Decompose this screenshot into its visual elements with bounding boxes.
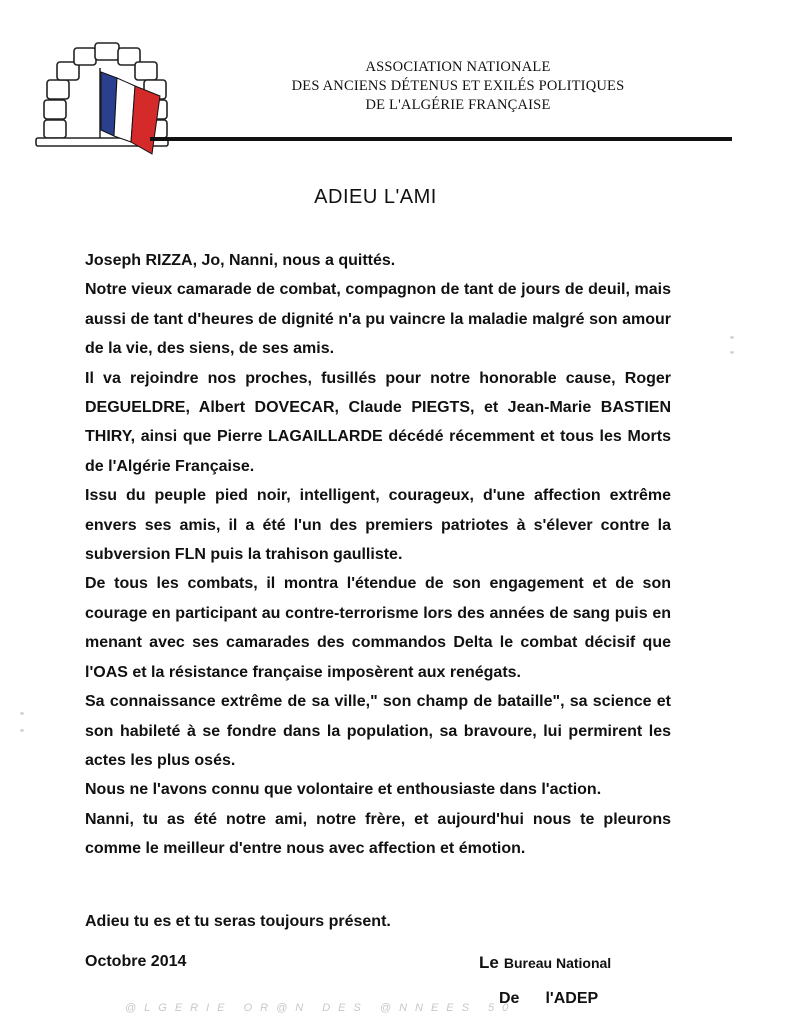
letter-date: Octobre 2014: [85, 953, 187, 970]
header-line-3: DE L'ALGÉRIE FRANÇAISE: [365, 97, 551, 113]
page-title: ADIEU L'AMI: [314, 186, 437, 208]
scan-speck: ’’: [20, 728, 24, 738]
scan-speck: ’’: [730, 335, 734, 345]
scan-speck: ’’: [20, 711, 24, 721]
paragraph: Nanni, tu as été notre ami, notre frère, et aujourd'hui nous te pleurons comme le meilleur d'entre nous avec affection et émotion.: [85, 810, 671, 858]
paragraph: Joseph RIZZA, Jo, Nanni, nous a quittés.: [85, 252, 396, 269]
scan-speck: ’’: [730, 350, 734, 360]
signature-line-1: [479, 953, 611, 973]
paragraph: Il va rejoindre nos proches, fusillés pour notre honorable cause, Roger DEGUELDRE, Albert DOVECAR, Claude PIEGTS, et Jean-Marie BASTIEN THIRY, ainsi que Pierre LAGAILLARDE décédé récemment et tous les Morts de l'Algérie Française.: [85, 369, 671, 475]
paragraph: De tous les combats, il montra l'étendue de son engagement et de son courage en participant au contre-terrorisme lors des années de sang puis en menant avec ses camarades des commandos Delta le combat décisif que l'OAS et la résistance française imposèrent aux renégats.: [85, 575, 671, 681]
header-line-2: DES ANCIENS DÉTENUS ET EXILÉS POLITIQUES: [291, 78, 625, 94]
footer-watermark: @LGERIE OR@N DES @NNEES 50: [125, 1002, 517, 1014]
header-rule: [150, 137, 732, 141]
header-line-1: ASSOCIATION NATIONALE: [365, 59, 551, 75]
paragraph: Sa connaissance extrême de sa ville," son champ de bataille", sa science et son habileté à se fondre dans la population, sa bravoure, lui permirent les actes les plus osés.: [85, 693, 671, 769]
signature-le: Le: [479, 953, 499, 972]
signature-de: De: [499, 990, 520, 1007]
paragraph: Nous ne l'avons connu que volontaire et enthousiaste dans l'action.: [85, 781, 602, 799]
association-header: [258, 58, 658, 115]
signature-bureau: Bureau National: [503, 955, 612, 971]
signature-adep: l'ADEP: [545, 990, 599, 1007]
letter-body: [85, 246, 671, 864]
paragraph: Notre vieux camarade de combat, compagnon de tant de jours de deuil, mais aussi de tant d'heures de dignité n'a pu vaincre la maladie malgré son amour de la vie, des siens, de ses amis.: [85, 281, 671, 358]
paragraph: Issu du peuple pied noir, intelligent, courageux, d'une affection extrême envers ses amis, il a été l'un des premiers patriotes à s'élever contre la subversion FLN puis la trahison gaulliste.: [85, 487, 671, 564]
closing-line: Adieu tu es et tu seras toujours présent.: [85, 913, 391, 930]
